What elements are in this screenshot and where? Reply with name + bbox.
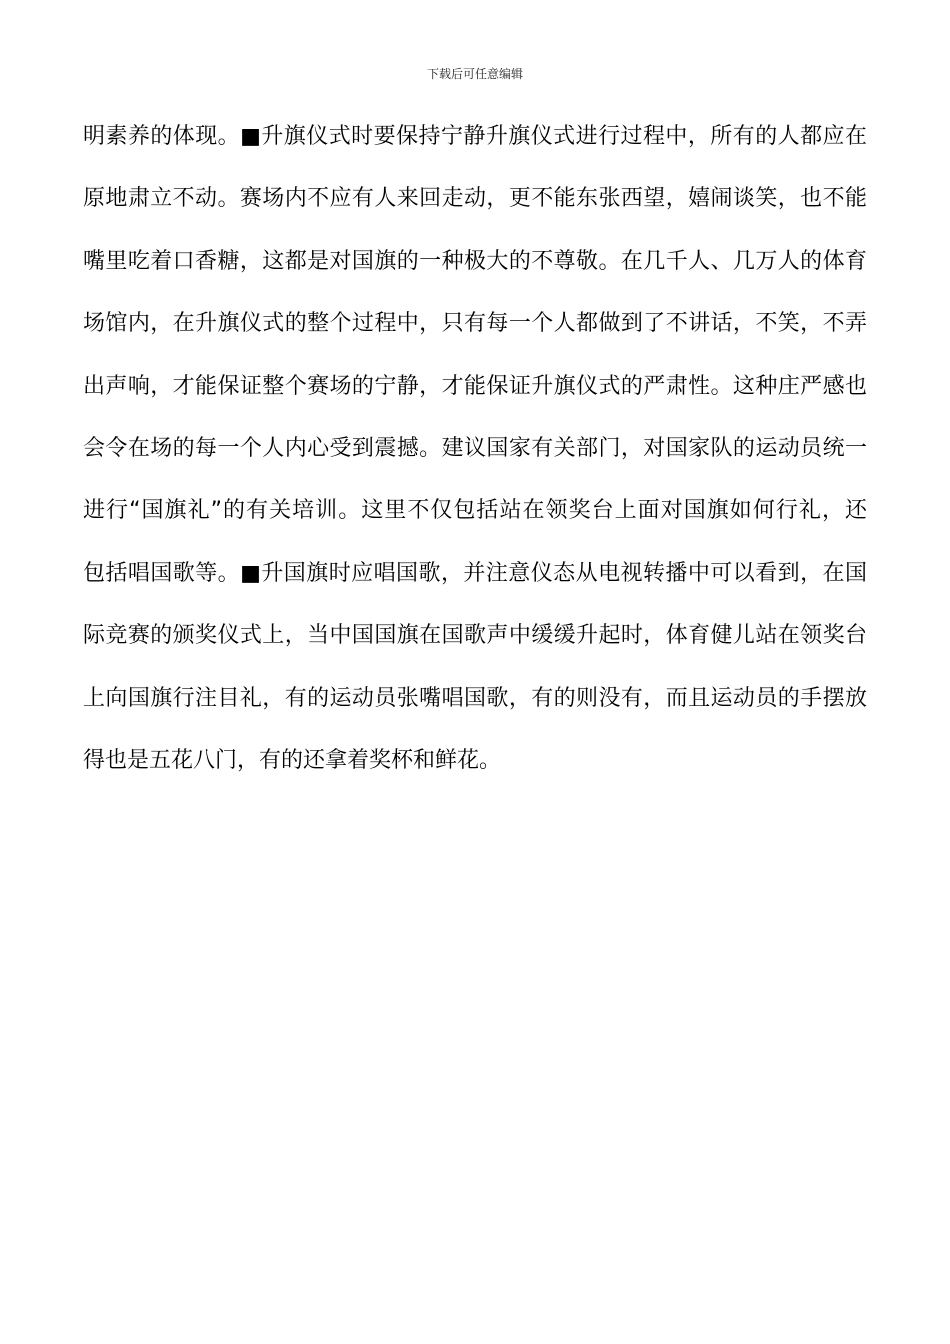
paragraph-line: 进行“国旗礼”的有关培训。这里不仅包括站在领奖台上面对国旗如何行礼，还 bbox=[83, 498, 867, 524]
document-body bbox=[83, 113, 867, 799]
paragraph-line: 原地肃立不动。赛场内不应有人来回走动，更不能东张西望，嬉闹谈笑，也不能 bbox=[83, 186, 867, 212]
paragraph-line: 会令在场的每一个人内心受到震撼。建议国家有关部门，对国家队的运动员统一 bbox=[83, 435, 867, 461]
paragraph-line: 场馆内，在升旗仪式的整个过程中，只有每一个人都做到了不讲话，不笑，不弄 bbox=[83, 311, 867, 337]
paragraph-line: 明素养的体现。■升旗仪式时要保持宁静升旗仪式进行过程中，所有的人都应在 bbox=[83, 124, 867, 149]
paragraph-line: 嘴里吃着口香糖，这都是对国旗的一种极大的不尊敬。在几千人、几万人的体育 bbox=[83, 248, 867, 274]
paragraph-line: 得也是五花八门，有的还拿着奖杯和鲜花。 bbox=[83, 747, 502, 773]
page-header-note: 下载后可任意编辑 bbox=[426, 67, 523, 81]
paragraph-line: 出声响，才能保证整个赛场的宁静，才能保证升旗仪式的严肃性。这种庄严感也 bbox=[83, 373, 867, 399]
paragraph-line: 际竞赛的颁奖仪式上，当中国国旗在国歌声中缓缓升起时，体育健儿站在领奖台 bbox=[83, 623, 867, 649]
paragraph-line: 上向国旗行注目礼，有的运动员张嘴唱国歌，有的则没有，而且运动员的手摆放 bbox=[83, 685, 867, 711]
paragraph-line: 包括唱国歌等。■升国旗时应唱国歌，并注意仪态从电视转播中可以看到，在国 bbox=[83, 560, 867, 586]
